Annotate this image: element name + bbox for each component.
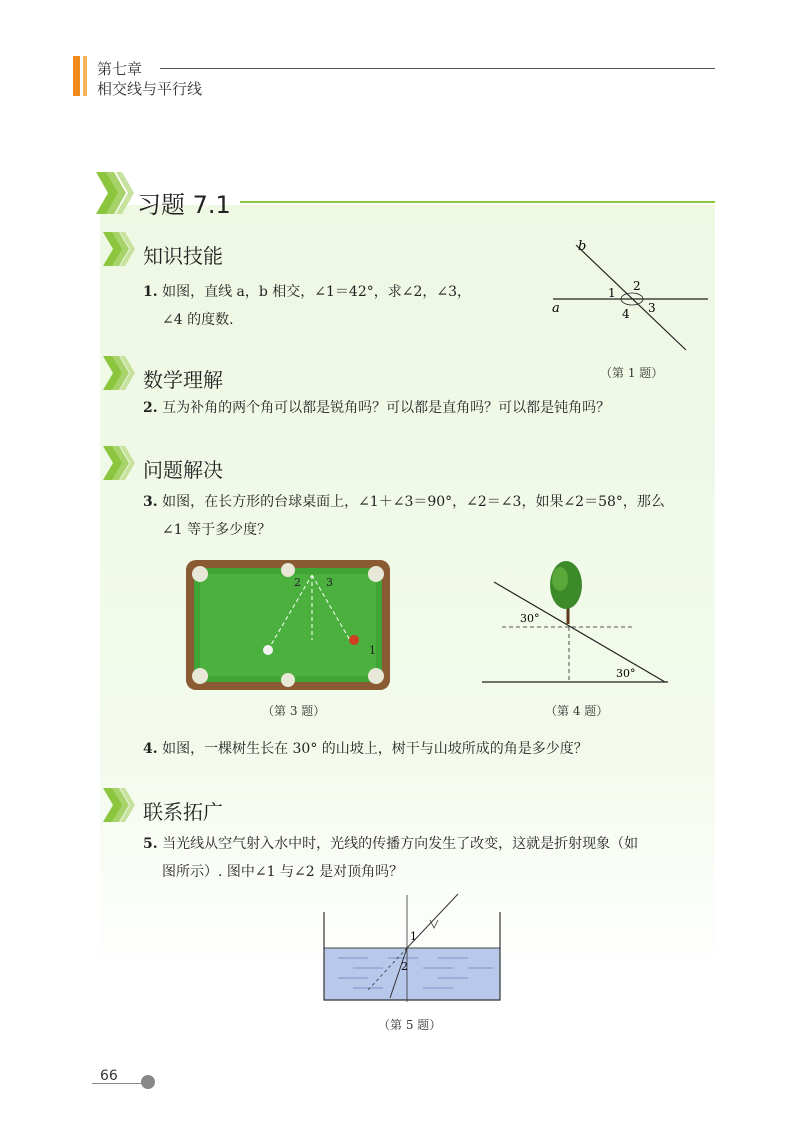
angle-2-label: 2 [633,279,641,293]
angle-2-label: 2 [294,576,301,589]
chapter-subtitle: 相交线与平行线 [97,80,203,98]
header-rule [160,68,715,69]
problem-text: 当光线从空气射入水中时，光线的传播方向发生了改变，这就是折射现象（如 [162,836,639,852]
problem-number: 5. [143,836,158,852]
figure-5-refraction [318,890,508,1004]
page-number: 66 [100,1068,118,1084]
problem-text: 如图，直线 a，b 相交，∠1＝42°，求∠2，∠3， [162,284,472,300]
problem-text: ∠1 等于多少度？ [162,522,272,538]
angle-1-label: 1 [608,286,616,300]
problem-5 [143,830,713,886]
exercise-title: 习题 7.1 [137,191,231,219]
figure-1-caption: （第 1 题） [600,366,664,380]
angle-3-label: 3 [326,576,333,589]
angle-top-label: 30° [520,612,540,625]
line-b-label: b [578,239,587,254]
figure-3-caption: （第 3 题） [262,704,326,718]
section-chevron-icon [103,788,139,822]
problem-text: 图所示）. 图中∠1 与∠2 是对顶角吗？ [162,864,404,880]
section-chevron-icon [103,232,139,266]
section-title-skills: 知识技能 [143,244,223,268]
angle-2-label: 2 [401,960,408,973]
problem-4 [143,735,713,763]
problem-text: 如图，一棵树生长在 30° 的山坡上，树干与山坡所成的角是多少度？ [162,741,588,757]
angle-1-label: 1 [369,644,376,657]
figure-1-intersecting-lines [548,238,718,356]
figure-4-tree-on-slope [482,555,672,685]
problem-text: 互为补角的两个角可以都是锐角吗？可以都是直角吗？可以都是钝角吗？ [162,400,611,416]
chapter-marker-bar [73,56,80,96]
line-a-label: a [552,301,560,316]
problem-number: 3. [143,494,158,510]
section-title-understanding: 数学理解 [143,368,223,392]
problem-1 [143,278,543,334]
problem-2 [143,394,713,422]
angle-1-label: 1 [410,930,417,943]
title-chevron-icon [96,172,138,214]
problem-3 [143,488,713,544]
problem-number: 1. [143,284,158,300]
section-chevron-icon [103,446,139,480]
chapter-marker-bar-light [83,56,87,96]
figure-3-billiard-table [186,560,390,690]
angle-3-label: 3 [648,301,656,315]
section-title-extension: 联系拓广 [143,800,223,824]
angle-4-label: 4 [622,307,630,321]
problem-number: 2. [143,400,158,416]
page-dot-icon [141,1075,155,1089]
problem-text: 如图，在长方形的台球桌面上，∠1＋∠3＝90°，∠2＝∠3，如果∠2＝58°，那么 [162,494,665,510]
section-chevron-icon [103,356,139,390]
section-title-problem-solving: 问题解决 [143,458,223,482]
figure-5-caption: （第 5 题） [378,1018,442,1032]
problem-number: 4. [143,741,158,757]
title-rule [240,201,715,203]
chapter-label: 第七章 [97,60,143,78]
figure-4-caption: （第 4 题） [545,704,609,718]
angle-bottom-label: 30° [616,667,636,680]
problem-text: ∠4 的度数. [162,312,234,328]
